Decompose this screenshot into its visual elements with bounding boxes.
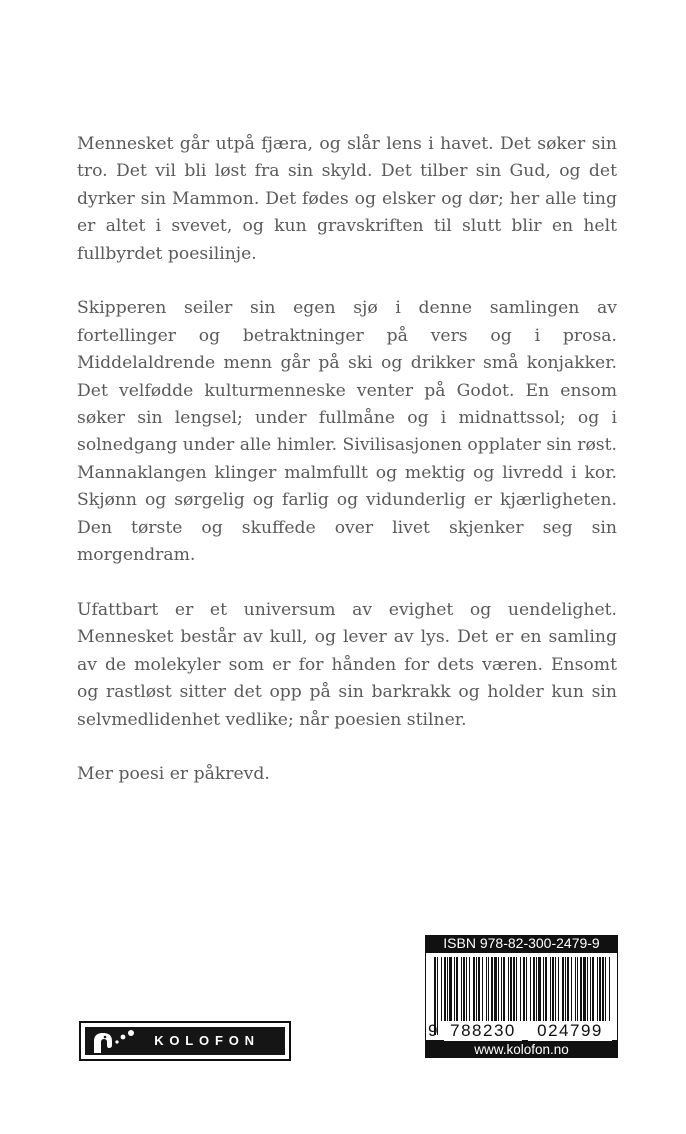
isbn-label: ISBN 978-82-300-2479-9 xyxy=(425,935,618,952)
blurb-paragraph-1: Mennesket går utpå fjæra, og slår lens i havet. Det søker sin tro. Det vil bli løst fra sin skyld. Det tilber sin Gud, og det dyrker sin Mammon. Det fødes og elsker og dør; her alle ting er altet i svevet, og kun gravskriften til slutt blir en helt fullbyrdet poesilinje. xyxy=(77,134,617,264)
barcode-frame xyxy=(425,952,618,1041)
blurb-paragraph-4: Mer poesi er påkrevd. xyxy=(77,764,270,785)
logo-wordmark: KOLOFON xyxy=(154,1033,260,1048)
kolofon-logo xyxy=(79,1021,291,1061)
barcode-digits-left: 788230 xyxy=(444,1021,522,1041)
logo-background xyxy=(85,1027,285,1055)
barcode-digits xyxy=(426,1021,619,1041)
back-cover-blurb xyxy=(77,131,617,816)
blurb-paragraph-2: Skipperen seiler sin egen sjø i denne samlingen av fortellinger og betraktninger på vers og i prosa. Middelaldrende menn går på ski og drikker små konjakker. Det velfødde kulturmenneske venter på Godot. En ensom søker sin lengsel; under fullmåne og i midnattssol; og i solnedgang under alle himler. Sivilisasjonen opplater sin røst. Mannaklangen klinger malmfullt og mektig og livredd i kor. Skjønn og sørgelig og farlig og vidunderlig er kjærligheten. Den tørste og skuffede over livet skjenker seg sin morgendram. xyxy=(77,298,617,566)
isbn-barcode xyxy=(425,935,618,1059)
barcode-digits-right: 024799 xyxy=(528,1021,612,1041)
blurb-paragraph-3: Ufattbart er et universum av evighet og uendelighet. Mennesket består av kull, og lever av lys. Det er en samling av de molekyler som er for hånden for dets væren. Ensomt og rastløst sitter det opp på sin barkrakk og holder kun sin selvmedlidenhet vedlike; når poesien stilner. xyxy=(77,599,617,730)
publisher-url: www.kolofon.no xyxy=(425,1041,618,1058)
barcode-digit-lead: 9 xyxy=(428,1021,438,1040)
elephant-icon xyxy=(91,1029,137,1055)
